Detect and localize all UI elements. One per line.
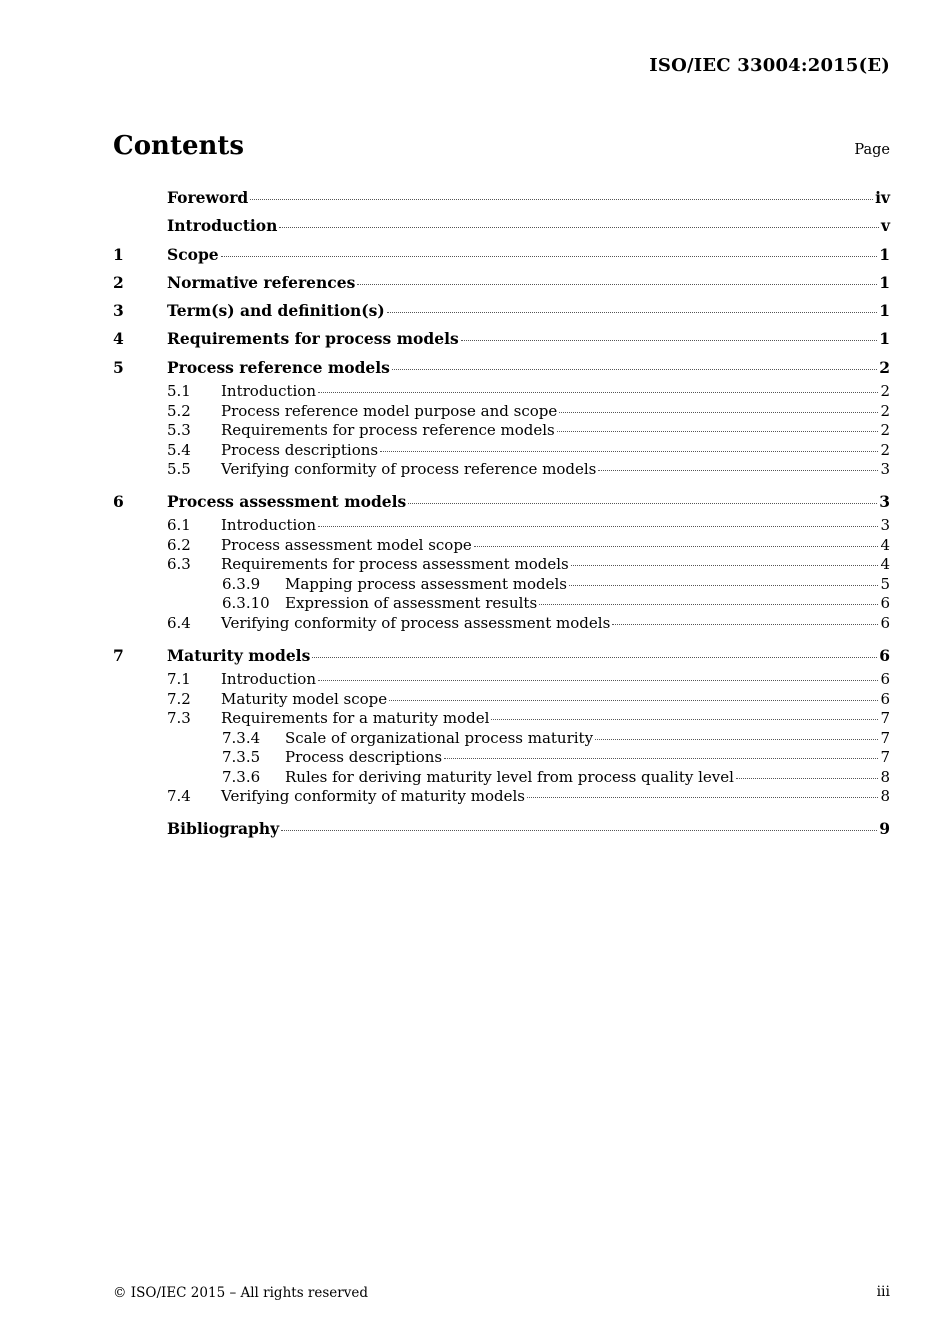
- toc-entry[interactable]: [113, 488, 890, 516]
- toc-entry-title: Process assessment model scope: [221, 535, 472, 554]
- toc-entry-number: 5.1: [167, 382, 191, 401]
- toc-entry-title: Requirements for process reference models: [221, 421, 555, 440]
- toc-entry-number: 6.3: [167, 555, 191, 574]
- toc-dot-leader: [250, 199, 873, 200]
- toc-entry-page: 1: [879, 272, 890, 292]
- toc-entry-page: 1: [879, 244, 890, 264]
- toc-entry-number: 5.2: [167, 401, 191, 420]
- toc-entry-page: 2: [879, 357, 890, 377]
- toc-entry[interactable]: [113, 787, 890, 807]
- toc-dot-leader: [312, 657, 877, 658]
- toc-dot-leader: [387, 312, 878, 313]
- toc-entry-number: 6.4: [167, 613, 191, 632]
- toc-entry[interactable]: [113, 670, 890, 690]
- toc-entry-page: 8: [880, 787, 890, 806]
- toc-dot-leader: [357, 284, 877, 285]
- toc-entry[interactable]: [113, 212, 890, 240]
- toc-dot-leader: [380, 451, 878, 452]
- toc-entry-page: 3: [879, 492, 890, 512]
- toc-dot-leader: [221, 256, 878, 257]
- toc-dot-leader: [389, 700, 878, 701]
- toc-entry-page: 7: [880, 709, 890, 728]
- toc-entry-title: Process assessment models: [167, 492, 407, 512]
- toc-entry-title: Requirements for process assessment models: [221, 555, 569, 574]
- toc-entry[interactable]: [113, 241, 890, 269]
- toc-entry-number: 7.3.5: [222, 748, 261, 767]
- toc-entry[interactable]: [113, 536, 890, 556]
- toc-entry-title: Introduction: [167, 216, 278, 236]
- toc-entry-page: 2: [880, 440, 890, 459]
- toc-entry-title: Foreword: [167, 188, 249, 207]
- toc-entry-title: Maturity models: [167, 645, 311, 665]
- toc-entry[interactable]: [113, 729, 890, 749]
- toc-dot-leader: [595, 739, 878, 740]
- contents-title: Contents: [113, 131, 245, 161]
- toc-entry[interactable]: [113, 768, 890, 788]
- toc-entry[interactable]: [113, 297, 890, 325]
- toc-entry[interactable]: [113, 402, 890, 422]
- toc-entry[interactable]: [113, 815, 890, 843]
- toc-dot-leader: [539, 604, 878, 605]
- toc-dot-leader: [557, 431, 879, 432]
- toc-entry-title: Scale of organizational process maturity: [285, 728, 594, 747]
- toc-dot-leader: [281, 830, 877, 831]
- table-of-contents: [113, 184, 890, 843]
- toc-entry-number: 6.1: [167, 516, 191, 535]
- toc-entry-title: Introduction: [221, 382, 316, 401]
- toc-entry-title: Process reference models: [167, 357, 390, 377]
- toc-entry-number: 5.3: [167, 421, 191, 440]
- toc-entry-title: Verifying conformity of process assessment models: [221, 613, 611, 632]
- toc-entry-page: 8: [880, 767, 890, 786]
- toc-entry-title: Maturity model scope: [221, 689, 388, 708]
- toc-entry-page: 1: [879, 329, 890, 349]
- toc-dot-leader: [612, 624, 878, 625]
- toc-entry-number: 7.3.4: [222, 728, 261, 747]
- toc-entry-number: 5.5: [167, 460, 191, 479]
- toc-entry-page: v: [880, 216, 890, 236]
- toc-entry[interactable]: [113, 269, 890, 297]
- toc-entry[interactable]: [113, 614, 890, 634]
- toc-dot-leader: [571, 565, 879, 566]
- toc-entry-number: 4: [113, 329, 124, 349]
- toc-entry[interactable]: [113, 354, 890, 382]
- toc-entry-title: Requirements for process models: [167, 329, 459, 349]
- toc-entry-title: Process descriptions: [285, 748, 443, 767]
- toc-entry-title: Scope: [167, 244, 219, 264]
- toc-entry-page: 6: [880, 689, 890, 708]
- toc-entry[interactable]: [113, 421, 890, 441]
- toc-dot-leader: [527, 797, 878, 798]
- toc-entry-title: Introduction: [221, 516, 316, 535]
- toc-dot-leader: [318, 392, 878, 393]
- page-column-label: Page: [854, 142, 890, 158]
- toc-entry-title: Expression of assessment results: [285, 594, 538, 613]
- toc-entry[interactable]: [113, 441, 890, 461]
- toc-entry-title: Bibliography: [167, 819, 280, 839]
- toc-entry-page: 6: [880, 613, 890, 632]
- toc-entry-number: 5: [113, 357, 124, 377]
- toc-entry-number: 7: [113, 645, 124, 665]
- toc-entry-page: 6: [880, 594, 890, 613]
- toc-entry[interactable]: [113, 555, 890, 575]
- toc-dot-leader: [279, 227, 879, 228]
- toc-entry[interactable]: [113, 184, 890, 212]
- toc-entry-page: 1: [879, 301, 890, 321]
- toc-entry-title: Process reference model purpose and scope: [221, 401, 558, 420]
- toc-entry-title: Verifying conformity of process reference models: [221, 460, 597, 479]
- toc-entry-title: Process descriptions: [221, 440, 379, 459]
- toc-entry-number: 5.4: [167, 440, 191, 459]
- toc-entry-number: 7.3: [167, 709, 191, 728]
- toc-entry[interactable]: [113, 516, 890, 536]
- toc-entry-page: 6: [880, 670, 890, 689]
- toc-dot-leader: [318, 526, 878, 527]
- toc-entry-number: 6: [113, 492, 124, 512]
- toc-entry-title: Requirements for a maturity model: [221, 709, 490, 728]
- toc-dot-leader: [461, 340, 878, 341]
- toc-entry[interactable]: [113, 382, 890, 402]
- toc-entry-page: 3: [880, 516, 890, 535]
- toc-entry-page: 6: [879, 645, 890, 665]
- toc-entry-title: Rules for deriving maturity level from process quality level: [285, 767, 734, 786]
- toc-entry-number: 3: [113, 301, 124, 321]
- toc-entry-number: 6.3.9: [222, 574, 261, 593]
- toc-dot-leader: [408, 503, 877, 504]
- toc-entry-page: 4: [880, 535, 890, 554]
- document-id: ISO/IEC 33004:2015(E): [649, 55, 890, 76]
- toc-dot-leader: [736, 778, 879, 779]
- toc-dot-leader: [318, 680, 878, 681]
- toc-entry-number: 6.2: [167, 535, 191, 554]
- toc-entry[interactable]: [113, 575, 890, 595]
- toc-entry[interactable]: [113, 594, 890, 614]
- toc-entry-page: 9: [879, 819, 890, 839]
- toc-dot-leader: [392, 369, 877, 370]
- toc-entry-page: 4: [880, 555, 890, 574]
- toc-entry-number: 7.4: [167, 787, 191, 806]
- toc-entry-number: 6.3.10: [222, 594, 270, 613]
- toc-entry-title: Term(s) and definition(s): [167, 301, 385, 321]
- toc-entry-page: 2: [880, 421, 890, 440]
- toc-entry-page: 7: [880, 748, 890, 767]
- toc-dot-leader: [598, 470, 878, 471]
- toc-entry-page: 7: [880, 728, 890, 747]
- toc-entry[interactable]: [113, 709, 890, 729]
- toc-entry[interactable]: [113, 748, 890, 768]
- toc-entry-page: 5: [880, 574, 890, 593]
- toc-entry-page: 2: [880, 401, 890, 420]
- toc-entry[interactable]: [113, 325, 890, 353]
- toc-dot-leader: [491, 719, 878, 720]
- toc-entry-title: Verifying conformity of maturity models: [221, 787, 525, 806]
- toc-entry-page: iv: [875, 188, 890, 207]
- footer-copyright: © ISO/IEC 2015 – All rights reserved: [113, 1285, 368, 1301]
- toc-entry-page: 2: [880, 382, 890, 401]
- toc-dot-leader: [474, 546, 879, 547]
- toc-entry-number: 7.2: [167, 689, 191, 708]
- toc-entry-title: Introduction: [221, 670, 316, 689]
- toc-entry-number: 2: [113, 272, 124, 292]
- toc-entry-page: 3: [880, 460, 890, 479]
- footer-page-number: iii: [876, 1284, 890, 1300]
- toc-dot-leader: [569, 585, 878, 586]
- toc-dot-leader: [559, 412, 878, 413]
- toc-entry[interactable]: [113, 642, 890, 670]
- toc-entry-title: Normative references: [167, 272, 356, 292]
- toc-entry[interactable]: [113, 460, 890, 480]
- toc-entry-number: 1: [113, 244, 124, 264]
- toc-dot-leader: [444, 758, 878, 759]
- toc-entry-number: 7.3.6: [222, 767, 261, 786]
- toc-entry-title: Mapping process assessment models: [285, 574, 567, 593]
- toc-entry[interactable]: [113, 690, 890, 710]
- toc-entry-number: 7.1: [167, 670, 191, 689]
